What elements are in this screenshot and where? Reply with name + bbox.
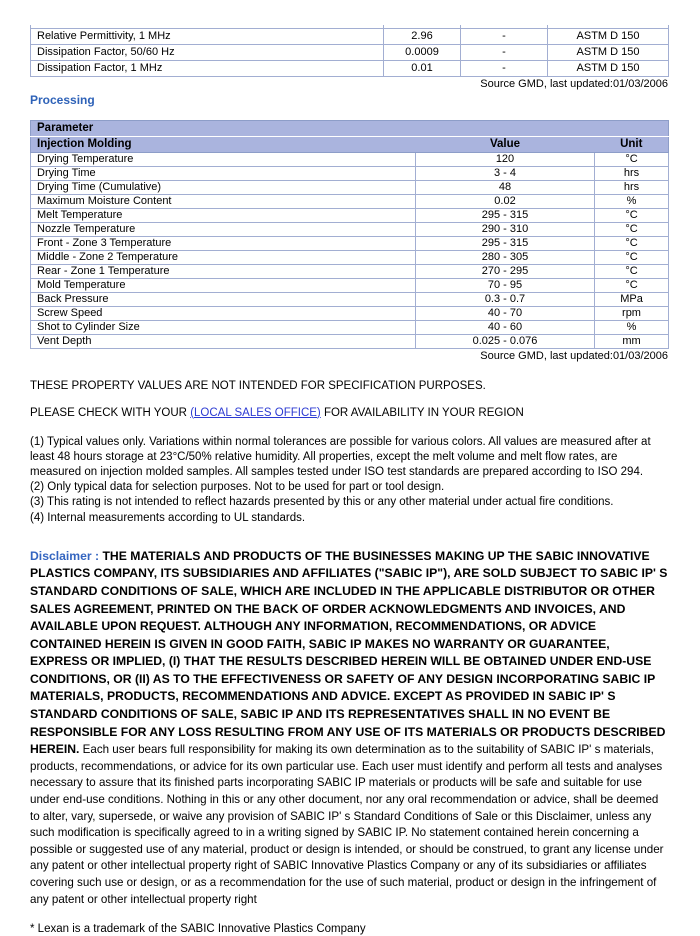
table-cell: Rear - Zone 1 Temperature <box>31 264 416 278</box>
table-cell: Maximum Moisture Content <box>31 194 416 208</box>
footnote-4: (4) Internal measurements according to UL standards. <box>30 511 306 524</box>
properties-table-body <box>31 28 669 76</box>
table-row <box>31 194 669 208</box>
column-header-parameter: Parameter <box>31 120 669 136</box>
footnote-3: (3) This rating is not intended to reflect hazards presented by this or any other material under actual fire conditions. <box>30 496 614 509</box>
table-row <box>31 180 669 194</box>
table-row <box>31 60 669 76</box>
table-cell: Drying Temperature <box>31 152 416 166</box>
table-cell: °C <box>595 250 669 264</box>
availability-note <box>30 406 668 420</box>
processing-table-body <box>31 152 669 348</box>
footnotes <box>30 435 668 526</box>
table-cell: mm <box>595 334 669 348</box>
table-cell: - <box>461 60 548 76</box>
processing-heading: Processing <box>30 92 95 107</box>
table-cell: Dissipation Factor, 50/60 Hz <box>31 44 384 60</box>
disclaimer <box>30 548 668 908</box>
table-row <box>31 152 669 166</box>
table-cell: ASTM D 150 <box>548 44 669 60</box>
table-cell: 270 - 295 <box>416 264 595 278</box>
table-cell: 0.02 <box>416 194 595 208</box>
table-row <box>31 250 669 264</box>
table-cell: Mold Temperature <box>31 278 416 292</box>
table-cell: Nozzle Temperature <box>31 222 416 236</box>
table-cell: Melt Temperature <box>31 208 416 222</box>
table-header-row <box>31 136 669 152</box>
table-header-group-row <box>31 120 669 136</box>
table-row <box>31 264 669 278</box>
table-cell: 0.01 <box>384 60 461 76</box>
table-cell: Relative Permittivity, 1 MHz <box>31 28 384 44</box>
table-cell: 0.0009 <box>384 44 461 60</box>
footnote-1: (1) Typical values only. Variations within normal tolerances are possible for various colors. All values are measured after at least 48 hours storage at 23°C/50% relative humidity. All properties, except the melt volume and melt flow rates, are measured on injection molded samples. All samples tested under ISO test standards are prepared according to ISO 294. <box>30 435 651 478</box>
availability-prefix: PLEASE CHECK WITH YOUR <box>30 406 191 419</box>
table-row <box>31 222 669 236</box>
table-row <box>31 44 669 60</box>
table-cell: Drying Time (Cumulative) <box>31 180 416 194</box>
table-row <box>31 208 669 222</box>
table-row <box>31 236 669 250</box>
table-cell: Dissipation Factor, 1 MHz <box>31 60 384 76</box>
table-cell: rpm <box>595 306 669 320</box>
table-row <box>31 166 669 180</box>
table-cell: Screw Speed <box>31 306 416 320</box>
trademark-note: * Lexan is a trademark of the SABIC Innovative Plastics Company <box>30 923 366 936</box>
table-cell: Back Pressure <box>31 292 416 306</box>
table-cell: - <box>461 28 548 44</box>
table-cell: °C <box>595 222 669 236</box>
local-sales-office-link[interactable]: (LOCAL SALES OFFICE) <box>190 406 321 419</box>
table-row <box>31 334 669 348</box>
table-row <box>31 320 669 334</box>
footnote-2: (2) Only typical data for selection purposes. Not to be used for part or tool design. <box>30 481 445 494</box>
availability-suffix: FOR AVAILABILITY IN YOUR REGION <box>320 406 524 419</box>
table-cell: ASTM D 150 <box>548 60 669 76</box>
table-cell: 120 <box>416 152 595 166</box>
table-cell: °C <box>595 278 669 292</box>
table-cell: Front - Zone 3 Temperature <box>31 236 416 250</box>
source-note: Source GMD, last updated:01/03/2006 <box>480 77 668 90</box>
table-cell: Vent Depth <box>31 334 416 348</box>
properties-table <box>30 25 669 77</box>
table-cell: 2.96 <box>384 28 461 44</box>
processing-table <box>30 120 669 349</box>
table-cell: 48 <box>416 180 595 194</box>
column-header-injection-molding: Injection Molding <box>31 136 416 152</box>
table-cell: 295 - 315 <box>416 208 595 222</box>
source-note: Source GMD, last updated:01/03/2006 <box>480 349 668 362</box>
table-cell: hrs <box>595 166 669 180</box>
table-cell: °C <box>595 208 669 222</box>
column-header-value: Value <box>416 136 595 152</box>
table-cell: MPa <box>595 292 669 306</box>
table-row <box>31 278 669 292</box>
table-cell: 3 - 4 <box>416 166 595 180</box>
table-cell: hrs <box>595 180 669 194</box>
table-cell: 295 - 315 <box>416 236 595 250</box>
table-cell: °C <box>595 236 669 250</box>
table-cell: % <box>595 194 669 208</box>
table-cell: % <box>595 320 669 334</box>
table-cell: Middle - Zone 2 Temperature <box>31 250 416 264</box>
table-cell: 280 - 305 <box>416 250 595 264</box>
table-cell: Drying Time <box>31 166 416 180</box>
column-header-unit: Unit <box>595 136 669 152</box>
table-cell: 290 - 310 <box>416 222 595 236</box>
table-cell: °C <box>595 152 669 166</box>
table-cell: ASTM D 150 <box>548 28 669 44</box>
table-cell: °C <box>595 264 669 278</box>
disclaimer-body-text: Each user bears full responsibility for making its own determination as to the suitability of SABIC IP' s materials, products, recommendations, or advice for its own particular use. Each user must identify and perform all tests and analyses necessary to assure that its finished parts incorporating SABIC IP materials or products will be safe and suitable for use under end-use conditions. Nothing in this or any other document, nor any oral recommendation or advice, shall be deemed to alter, vary, supersede, or waive any provision of SABIC IP' s Standard Conditions of Sale or this Disclaimer, unless any such modification is specifically agreed to in a writing signed by SABIC IP. No statement contained herein concerning a possible or suggested use of any material, product or design is intended, or should be construed, to grant any license under any patent or other intellectual property right of SABIC Innovative Plastics Company or any of its subsidiaries or affiliates covering such use or design, or as a recommendation for the use of such material, product or design in the infringement of any patent or other intellectual property right <box>30 743 664 906</box>
table-cell: 0.3 - 0.7 <box>416 292 595 306</box>
table-cell: Shot to Cylinder Size <box>31 320 416 334</box>
table-row <box>31 292 669 306</box>
table-cell: - <box>461 44 548 60</box>
table-row <box>31 306 669 320</box>
table-cell: 40 - 60 <box>416 320 595 334</box>
table-cell: 40 - 70 <box>416 306 595 320</box>
disclaimer-label: Disclaimer : <box>30 548 103 563</box>
disclaimer-bold-text: THE MATERIALS AND PRODUCTS OF THE BUSINESSES MAKING UP THE SABIC INNOVATIVE PLASTICS COMPANY, ITS SUBSIDIARIES AND AFFILIATES ("SABIC IP"), ARE SOLD SUBJECT TO SABIC IP' S STANDARD CONDITIONS OF SALE, WHICH ARE INCLUDED IN THE APPLICABLE DISTRIBUTOR OR OTHER SALES AGREEMENT, PRINTED ON THE BACK OF ORDER ACKNOWLEDGMENTS AND INVOICES, AND AVAILABLE UPON REQUEST. ALTHOUGH ANY INFORMATION, RECOMMENDATIONS, OR ADVICE CONTAINED HEREIN IS GIVEN IN GOOD FAITH, SABIC IP MAKES NO WARRANTY OR GUARANTEE, EXPRESS OR IMPLIED, (I) THAT THE RESULTS DESCRIBED HEREIN WILL BE OBTAINED UNDER END-USE CONDITIONS, OR (II) AS TO THE EFFECTIVENESS OR SAFETY OF ANY DESIGN INCORPORATING SABIC IP MATERIALS, PRODUCTS, RECOMMENDATIONS AND ADVICE. EXCEPT AS PROVIDED IN SABIC IP' S STANDARD CONDITIONS OF SALE, SABIC IP AND ITS REPRESENTATIVES SHALL IN NO EVENT BE RESPONSIBLE FOR ANY LOSS RESULTING FROM ANY USE OF ITS MATERIALS OR PRODUCTS DESCRIBED HEREIN. <box>30 548 668 757</box>
spec-purpose-note: THESE PROPERTY VALUES ARE NOT INTENDED FOR SPECIFICATION PURPOSES. <box>30 379 486 392</box>
table-cell: 70 - 95 <box>416 278 595 292</box>
table-cell: 0.025 - 0.076 <box>416 334 595 348</box>
table-row <box>31 28 669 44</box>
